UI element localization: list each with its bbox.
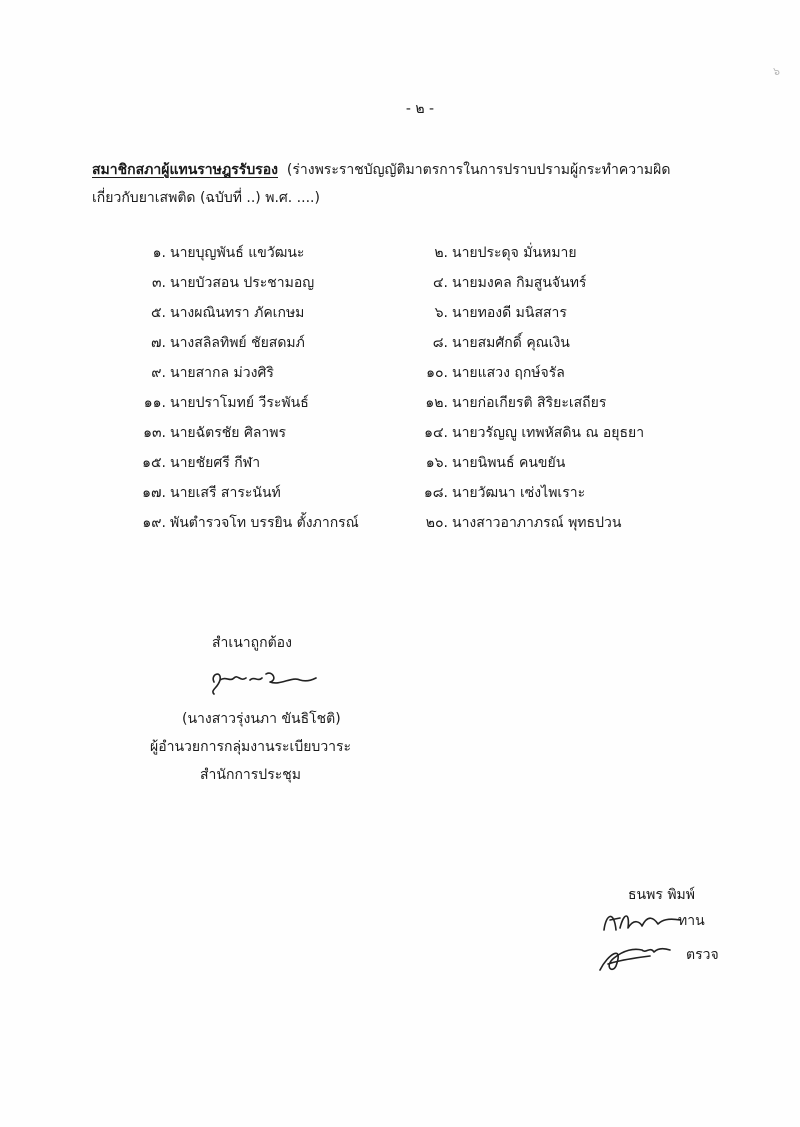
- member-right: [422, 512, 621, 534]
- member-row: [0, 272, 800, 302]
- member-number: ๑๒.: [425, 395, 448, 411]
- member-number: ๑๙.: [142, 515, 166, 531]
- member-name: นายปราโมทย์ วีระพันธ์: [170, 395, 309, 411]
- page-number: - ๒ -: [405, 101, 435, 117]
- member-number: ๖.: [434, 305, 448, 321]
- member-left: [140, 392, 309, 414]
- heading-title: สมาชิกสภาผู้แทนราษฎรรับรอง: [92, 162, 278, 178]
- member-row: [0, 452, 800, 482]
- member-name: นายวรัญญู เทพหัสดิน ณ อยุธยา: [452, 425, 645, 441]
- checker-signature: [594, 936, 674, 976]
- member-number: ๑๖.: [425, 455, 448, 471]
- member-number: ๓.: [151, 275, 166, 291]
- certifier-position: ผู้อำนวยการกลุ่มงานระเบียบวาระ: [150, 739, 352, 755]
- member-number: ๘.: [432, 335, 448, 351]
- member-left: [140, 332, 305, 354]
- member-number: ๙.: [151, 365, 166, 381]
- member-name: นายสากล ม่วงศิริ: [170, 365, 274, 381]
- member-row: [0, 422, 800, 452]
- certification-signature: [200, 660, 320, 696]
- typist-name: ธนพร พิมพ์: [628, 887, 695, 903]
- member-number: ๒๐.: [425, 515, 448, 531]
- member-right: [422, 452, 565, 474]
- member-right: [422, 302, 567, 324]
- member-right: [422, 332, 570, 354]
- member-row: [0, 302, 800, 332]
- member-number: ๔.: [432, 275, 448, 291]
- member-left: [140, 272, 314, 294]
- proofread-role: ทาน: [678, 913, 705, 929]
- member-number: ๑๑.: [143, 395, 166, 411]
- member-name: นายบุญพันธ์ แขวัฒนะ: [170, 245, 305, 261]
- member-row: [0, 242, 800, 272]
- member-left: [140, 482, 281, 504]
- member-name: นางสลิลทิพย์ ชัยสดมภ์: [170, 335, 305, 351]
- member-number: ๑๔.: [424, 425, 448, 441]
- member-right: [422, 482, 585, 504]
- member-number: ๑๗.: [142, 485, 166, 501]
- member-row: [0, 362, 800, 392]
- member-row: [0, 332, 800, 362]
- member-name: นายชัยศรี กีฬา: [170, 455, 261, 471]
- check-role: ตรวจ: [686, 947, 719, 963]
- heading-text: (ร่างพระราชบัญญัติมาตรการในการปราบปรามผู้กระทำความผิดเกี่ยวกับยาเสพติด (ฉบับที่ ..) พ.ศ. ....): [92, 162, 671, 206]
- member-left: [140, 452, 260, 474]
- heading: [92, 156, 692, 212]
- proofreader-signature: [596, 904, 686, 936]
- member-name: นายประดุจ มั่นหมาย: [452, 245, 577, 261]
- member-name: นายเสรี สาระนันท์: [170, 485, 281, 501]
- member-number: ๑๐.: [426, 365, 448, 381]
- member-left: [140, 422, 286, 444]
- member-name: นายฉัตรชัย ศิลาพร: [170, 425, 287, 441]
- member-name: นายบัวสอน ประชามอญ: [170, 275, 315, 291]
- member-left: [140, 302, 304, 324]
- certification-label: สำเนาถูกต้อง: [212, 635, 292, 651]
- member-right: [422, 272, 586, 294]
- member-name: นายแสวง ฤกษ์จรัล: [452, 365, 565, 381]
- member-right: [422, 362, 565, 384]
- member-name: นางผณินทรา ภัคเกษม: [170, 305, 305, 321]
- member-left: [140, 362, 274, 384]
- member-name: นายก่อเกียรติ สิริยะเสถียร: [452, 395, 607, 411]
- member-right: [422, 422, 644, 444]
- member-number: ๕.: [150, 305, 166, 321]
- member-name: นายสมศักดิ์ คุณเงิน: [452, 335, 570, 351]
- member-name: พันตำรวจโท บรรยิน ตั้งภากรณ์: [170, 515, 359, 531]
- member-row: [0, 512, 800, 542]
- member-left: [140, 512, 359, 534]
- member-number: ๑๕.: [142, 455, 166, 471]
- member-number: ๑๓.: [143, 425, 166, 441]
- member-number: ๑.: [152, 245, 166, 261]
- member-name: นางสาวอาภาภรณ์ พุทธปวน: [452, 515, 622, 531]
- member-right: [422, 242, 577, 264]
- member-name: นายวัฒนา เซ่งไพเราะ: [452, 485, 586, 501]
- member-name: นายทองดี มนิสสาร: [452, 305, 567, 321]
- member-number: ๗.: [151, 335, 166, 351]
- certifier-name: (นางสาวรุ่งนภา ขันธิโชติ): [182, 711, 341, 727]
- typist-block: [590, 880, 770, 990]
- member-left: [140, 242, 304, 264]
- member-number: ๑๘.: [423, 485, 448, 501]
- member-row: [0, 392, 800, 422]
- member-list: [0, 242, 800, 542]
- certifier-office: สำนักการประชุม: [200, 767, 301, 783]
- member-right: [422, 392, 606, 414]
- member-number: ๒.: [434, 245, 448, 261]
- member-name: นายมงคล กิมสูนจันทร์: [452, 275, 587, 291]
- member-name: นายนิพนธ์ คนขยัน: [452, 455, 566, 471]
- corner-mark: ๖: [773, 65, 780, 78]
- member-row: [0, 482, 800, 512]
